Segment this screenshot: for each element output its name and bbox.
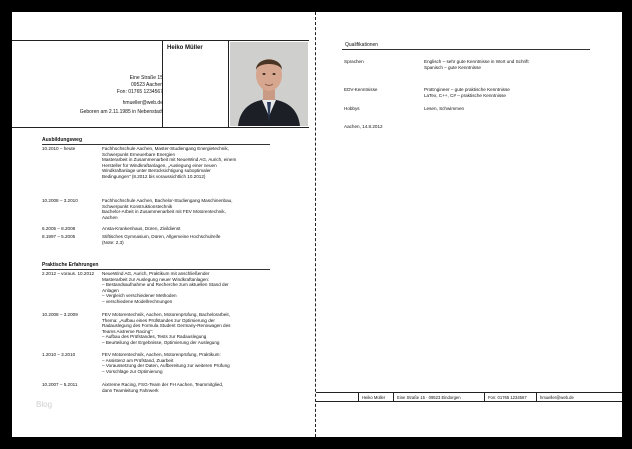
footer-phone: Fon: 01765 1234567 [488,395,527,400]
section-title-qualifications: Qualifikationen [345,42,379,48]
qualification-value: Englisch – sehr gute Kenntnisse in Wort und Schrift [424,59,529,64]
row-line: – Vergleich verschiedener Methoden [102,293,177,299]
row-text [102,352,302,374]
row-line: Thema: „Aufbau eines Prüfstandes zur Optimierung der [102,317,215,323]
qualification-values [424,106,464,112]
row-date: 10.2010 – heute [42,146,76,151]
row-text [102,198,302,220]
section-rule [342,49,590,50]
row-date: 10.2008 – 3.2010 [42,198,78,203]
section-rule [42,269,270,270]
row-date: 6.2005 – 8.2008 [42,226,76,231]
row-line: Schwerpunkt Erneuerbare Energien [102,151,176,157]
qualification-value: LaTex, C++, C# – praktische Kenntnisse [424,93,506,99]
row-line: – Beurteilung der Ergebnisse, Optimierung der Auslegung [102,339,220,345]
row-line: Fachhochschule Aachen, Master-Studiengang Energietechnik, [102,146,229,151]
row-line: Masterarbeit zur Auslegung neuer Windkraftanlagen: [102,276,210,282]
street: Eine Straße 15 [129,75,163,81]
qualification-value: Spanisch – gute Kenntnisse [424,65,481,71]
qualification-key: EDV-Kenntnisse [344,87,378,92]
footer-bar [316,392,622,402]
portrait-photo [230,42,308,126]
qualification-value: Lesen, Schwimmen [424,106,465,111]
row-line: Schwerpunkt Konstruktionstechnik [102,203,173,209]
row-line: – Bestandsaufnahme und Recherche zum aktuellen Stand der [102,282,229,288]
row-text [102,312,302,346]
watermark: Blog [36,400,53,409]
footer-separator [536,393,537,401]
row-line: dann Teamleitung Fahrwerk [102,387,159,393]
footer-email[interactable]: hmueller@web.de [540,395,574,400]
city: 09523 Aachen [131,81,163,88]
row-line: Ansta-Krankenhaus, Düren, Zivildienst [102,226,181,231]
row-date: 2.2012 – voraus. 10.2012 [42,271,95,276]
email-link[interactable]: hmueller@web.de [122,100,163,106]
row-line: (Note: 2,3) [102,239,124,245]
footer-address: Eine Straße 15 · 09523 Eindorgen [397,395,461,400]
row-line: FEV Motorentechnik, Aachen, Motorenprüfung, Bachelorarbeit, [102,312,230,317]
row-date: 8.1997 – 5.2005 [42,234,76,239]
section-title-education: Ausbildungsweg [42,137,82,143]
row-line: FEV Motorentechnik, Aachen, Motorenprüfung, Praktikum: [102,352,221,357]
qualification-value: ProEngineer – gute praktische Kenntnisse [424,87,510,92]
row-line: – Assistenz am Prüfstand, Zuarbeit [102,357,174,363]
footer-separator [393,393,394,401]
person-name: Heiko Müller [167,45,203,51]
footer-separator [484,393,485,401]
row-date: 10.2008 – 3.2009 [42,312,78,317]
header-photo-separator [228,40,229,127]
row-line: Teams Aixtreme Racing“: [102,328,154,334]
qualification-key: Hobbys [344,106,360,111]
footer-separator [358,393,359,401]
qualification-values [424,87,510,100]
footer-name: Heiko Müller [362,395,386,400]
row-text [102,382,302,393]
row-text [102,271,302,305]
row-line: Bachelor-Arbeit in Zusammenarbeit mit FEV Motorentechnik, [102,209,226,215]
birth-info: Geboren am 2.11.1985 in Nebenstadt [79,109,163,115]
row-line: Stiftisches Gymnasium, Düren, Allgemeine Hochschulreife [102,234,221,239]
header-top-rule [12,40,309,41]
row-text [102,146,302,180]
section-title-experience: Praktische Erfahrungen [42,262,99,268]
row-line: Aachen [102,214,118,220]
row-line: Hersteller für Windkraftanlagen, „Auslegung einer neuen [102,162,217,168]
row-line: Masterarbeit in Zusammenarbeit mit NeueWind AG, Aurich, einem [102,157,237,163]
row-line: Windkraftanlage unter Berücksichtigung suboptimaler [102,168,211,174]
section-rule [42,144,270,145]
row-date: 1.2010 – 3.2010 [42,352,76,357]
row-line: – Aufbau des Prüfstandes, Tests zur Radauslegung [102,334,207,340]
row-line: Bedingungen“ (8.2012 bis voraussichtlich 10.2012) [102,173,206,179]
row-date: 10.2007 – 5.2011 [42,382,78,387]
cv-page [12,12,622,437]
phone: Fon: 01765 1234567 [116,89,163,95]
row-line: Radauslegung des Formula Student Germany-Rennwagen des [102,323,231,329]
header-bottom-rule [12,127,309,128]
qualification-values [424,59,529,72]
row-text [102,234,302,245]
row-line: – Voraussetzung der Daten, Aufbereitung zur weiteren Prüfung [102,363,230,369]
fold-divider [315,12,316,437]
place-date: Aachen, 14.8.2012 [344,124,383,129]
qualification-key: Sprachen [344,59,364,64]
row-line: – verschiedene Modellrechnungen [102,298,173,304]
contact-block [130,75,163,88]
row-line: Aixtreme Racing, FSG-Team der FH Aachen, Teammitglied, [102,382,224,387]
row-text [102,226,302,232]
row-line: Fachhochschule Aachen, Bachelor-Studiengang Maschinenbau, [102,198,233,203]
row-line: NeueWind AG, Aurich, Praktikum mit anschließender [102,271,210,276]
row-line: – Vorschläge zur Optimierung [102,368,163,374]
row-line: Anlagen [102,287,119,293]
